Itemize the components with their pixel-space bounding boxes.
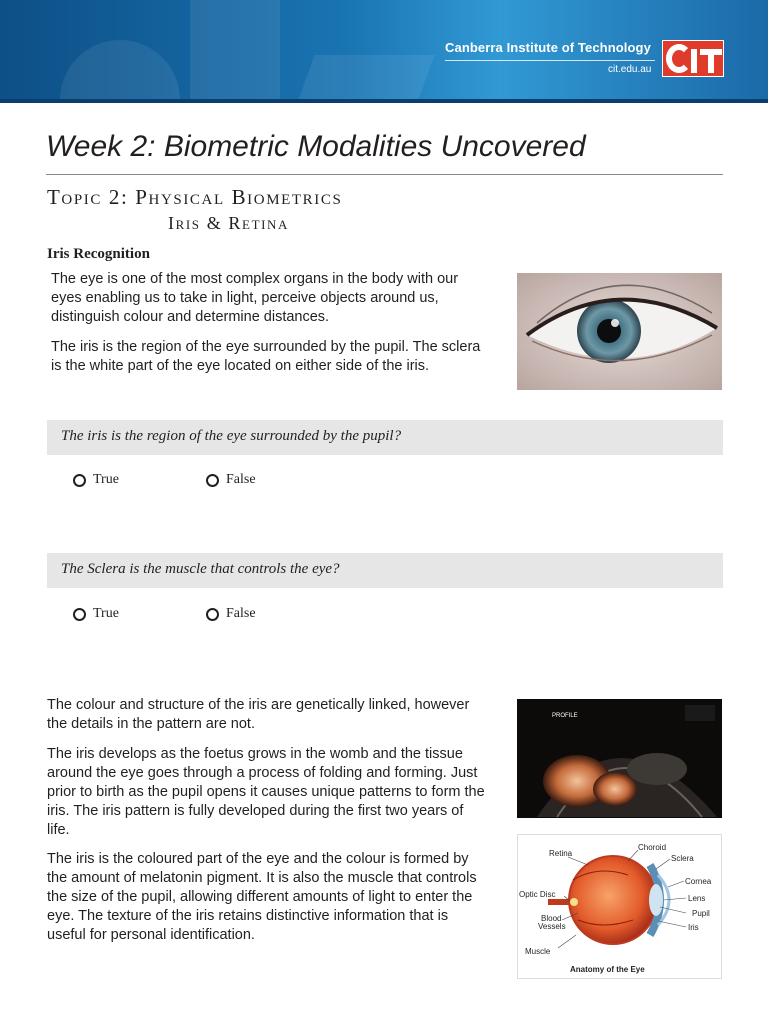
banner-decoration bbox=[285, 55, 434, 103]
label-vessels: Vessels bbox=[538, 922, 566, 931]
page-title: Week 2: Biometric Modalities Uncovered bbox=[46, 130, 586, 163]
ultrasound-image bbox=[517, 699, 722, 818]
brand-divider bbox=[445, 60, 655, 61]
banner-decoration bbox=[60, 40, 180, 103]
eye-photo bbox=[517, 273, 722, 390]
question-2-option-false[interactable] bbox=[206, 606, 256, 622]
question-1-text: The iris is the region of the eye surrounded by the pupil? bbox=[61, 428, 402, 444]
question-1-option-true[interactable] bbox=[73, 472, 119, 488]
label-pupil: Pupil bbox=[692, 909, 710, 918]
institution-name: Canberra Institute of Technology bbox=[445, 40, 651, 55]
radio-button-icon[interactable] bbox=[206, 608, 219, 621]
subtopic-heading: Iris & Retina bbox=[168, 213, 290, 233]
paragraph-colour: The iris is the coloured part of the eye and the colour is formed by the amount of melatonin pigment. It is also the muscle that controls the size of the pupil, allowing different amounts of light to enter the eye. The texture of the iris retains distinctive information that is useful for personal identification. bbox=[47, 851, 477, 943]
radio-button-icon[interactable] bbox=[73, 474, 86, 487]
question-2-option-true[interactable] bbox=[73, 606, 119, 622]
label-blood: Blood bbox=[541, 914, 562, 923]
eye-anatomy-diagram bbox=[517, 834, 722, 979]
option-label: True bbox=[93, 606, 119, 621]
label-optic-disc: Optic Disc bbox=[519, 890, 556, 899]
label-sclera: Sclera bbox=[671, 854, 694, 863]
paragraph-development: The iris develops as the foetus grows in the womb and the tissue around the eye goes through a process of folding and forming. Just prior to birth as the pupil opens it causes unique patterns to form the iris. The iris pattern is fully developed during the first two years of life. bbox=[47, 746, 485, 838]
question-1-banner bbox=[47, 420, 723, 455]
label-muscle: Muscle bbox=[525, 947, 551, 956]
option-label: True bbox=[93, 472, 119, 487]
question-2-text: The Sclera is the muscle that controls the eye? bbox=[61, 561, 340, 577]
ultrasound-label: PROFILE bbox=[552, 713, 578, 719]
label-cornea: Cornea bbox=[685, 877, 712, 886]
question-2-banner bbox=[47, 553, 723, 588]
option-label: False bbox=[226, 606, 256, 621]
cit-logo bbox=[662, 40, 724, 77]
label-retina: Retina bbox=[549, 849, 573, 858]
banner-decoration bbox=[190, 0, 280, 103]
anatomy-caption: Anatomy of the Eye bbox=[570, 965, 645, 974]
label-choroid: Choroid bbox=[638, 843, 667, 852]
label-iris: Iris bbox=[688, 923, 699, 932]
title-divider bbox=[46, 174, 723, 175]
radio-button-icon[interactable] bbox=[206, 474, 219, 487]
topic-heading: Topic 2: Physical Biometrics bbox=[47, 185, 343, 209]
paragraph-iris-definition: The iris is the region of the eye surrounded by the pupil. The sclera is the white part of the eye located on either side of the iris. bbox=[51, 339, 481, 374]
header-banner bbox=[0, 0, 768, 103]
question-1-option-false[interactable] bbox=[206, 472, 256, 488]
institution-url[interactable]: cit.edu.au bbox=[608, 64, 652, 75]
radio-button-icon[interactable] bbox=[73, 608, 86, 621]
section-heading: Iris Recognition bbox=[47, 246, 150, 262]
option-label: False bbox=[226, 472, 256, 487]
paragraph-genetics: The colour and structure of the iris are genetically linked, however the details in the pattern are not. bbox=[47, 697, 470, 732]
paragraph-eye-complexity: The eye is one of the most complex organs in the body with our eyes enabling us to take in light, perceive objects around us, distinguish colour and determine distances. bbox=[51, 271, 459, 325]
label-lens: Lens bbox=[688, 894, 706, 903]
